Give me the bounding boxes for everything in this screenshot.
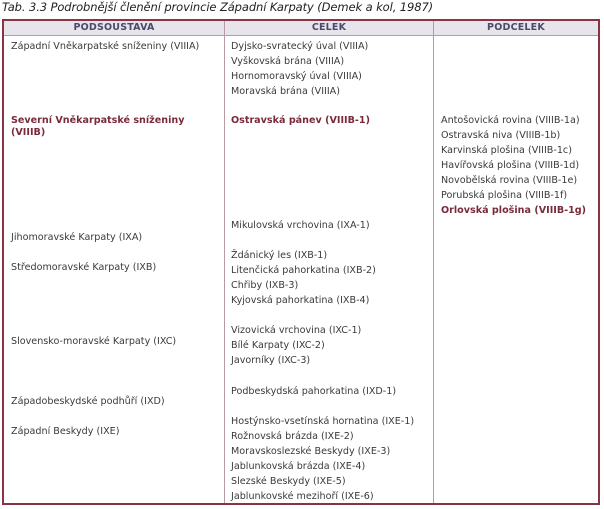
podcelek-item: Havířovská plošina (VIIIB-1d) (441, 160, 580, 171)
podsoustava-viiia: Západní Vněkarpatské sníženiny (VIIIA) (11, 41, 200, 52)
podsoustava-ixb: Středomoravské Karpaty (IXB) (11, 262, 157, 273)
header-podsoustava: PODSOUSTAVA (4, 21, 224, 35)
podsoustava-ixd: Západobeskydské podhůří (IXD) (11, 396, 165, 407)
celek-item: Dyjsko-svratecký úval (VIIIA) (231, 41, 369, 52)
celek-item: Vizovická vrchovina (IXC-1) (231, 325, 362, 336)
celek-item: Mikulovská vrchovina (IXA-1) (231, 220, 370, 231)
podsoustava-viiib-line2: (VIIIB) (11, 127, 46, 138)
celek-item: Vyškovská brána (VIIIA) (231, 56, 345, 67)
celek-item: Moravskoslezské Beskydy (IXE-3) (231, 446, 391, 457)
podsoustava-ixc: Slovensko-moravské Karpaty (IXC) (11, 336, 177, 347)
podcelek-item-highlight: Orlovská plošina (VIIIB-1g) (441, 205, 587, 216)
celek-item: Litenčická pahorkatina (IXB-2) (231, 265, 376, 276)
podcelek-item: Porubská plošina (VIIIB-1f) (441, 190, 568, 201)
header-divider (4, 35, 598, 36)
celek-item-highlight: Ostravská pánev (VIIIB-1) (231, 115, 370, 126)
podcelek-item: Ostravská niva (VIIIB-1b) (441, 130, 561, 141)
celek-item: Moravská brána (VIIIA) (231, 86, 340, 97)
celek-item: Ždánický les (IXB-1) (231, 250, 328, 261)
column-divider-2 (433, 21, 434, 503)
header-podcelek: PODCELEK (434, 21, 598, 35)
column-divider-1 (224, 21, 225, 503)
podcelek-item: Antošovická rovina (VIIIB-1a) (441, 115, 580, 126)
celek-item: Jablunkovská brázda (IXE-4) (231, 461, 366, 472)
podsoustava-ixe: Západní Beskydy (IXE) (11, 426, 120, 437)
header-celek: CELEK (225, 21, 433, 35)
table-caption: Tab. 3.3 Podrobnější členění provincie Západní Karpaty (Demek a kol, 1987) (2, 0, 434, 14)
podsoustava-ixa: Jihomoravské Karpaty (IXA) (11, 232, 143, 243)
celek-item: Chřiby (IXB-3) (231, 280, 299, 291)
celek-item: Slezské Beskydy (IXE-5) (231, 476, 346, 487)
celek-item: Bílé Karpaty (IXC-2) (231, 340, 325, 351)
podsoustava-viiib-line1: Severní Vněkarpatské sníženiny (11, 115, 185, 126)
celek-item: Hornomoravský úval (VIIIA) (231, 71, 362, 82)
celek-item: Hostýnsko-vsetínská hornatina (IXE-1) (231, 416, 415, 427)
celek-item: Rožnovská brázda (IXE-2) (231, 431, 354, 442)
celek-item: Jablunkovské mezihoří (IXE-6) (231, 491, 374, 502)
podcelek-item: Novobělská rovina (VIIIB-1e) (441, 175, 578, 186)
celek-item: Javorníky (IXC-3) (231, 355, 311, 366)
celek-item: Podbeskydská pahorkatina (IXD-1) (231, 386, 397, 397)
podcelek-item: Karvinská plošina (VIIIB-1c) (441, 145, 572, 156)
celek-item: Kyjovská pahorkatina (IXB-4) (231, 295, 370, 306)
